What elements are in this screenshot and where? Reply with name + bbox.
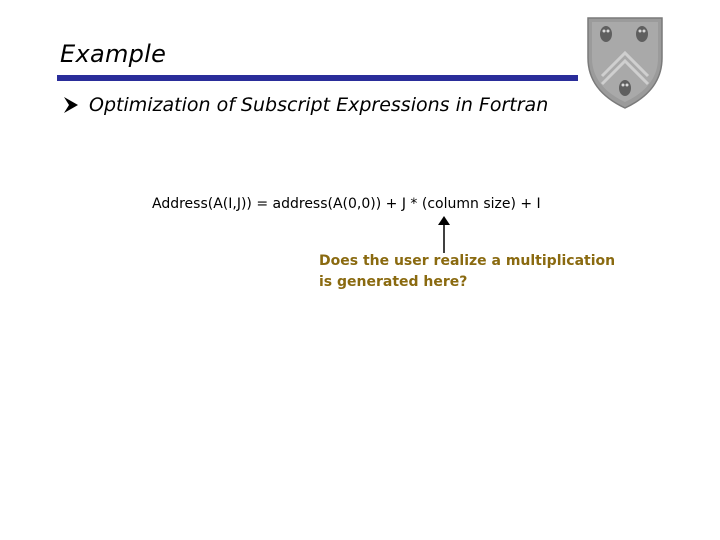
annotation-line-2: is generated here? [319, 274, 468, 290]
arrow-right-bullet-icon [62, 95, 80, 115]
up-arrow-icon [434, 215, 454, 255]
university-crest-icon [584, 14, 666, 110]
address-formula: Address(A(I,J)) = address(A(0,0)) + J * (column size) + I [152, 196, 541, 212]
annotation-note [319, 251, 649, 293]
bullet-item [62, 94, 548, 116]
annotation-line-1: Does the user realize a multiplication [319, 253, 616, 269]
title-underline [57, 75, 578, 81]
slide-title: Example [60, 40, 167, 68]
bullet-text: Optimization of Subscript Expressions in Fortran [89, 94, 549, 116]
